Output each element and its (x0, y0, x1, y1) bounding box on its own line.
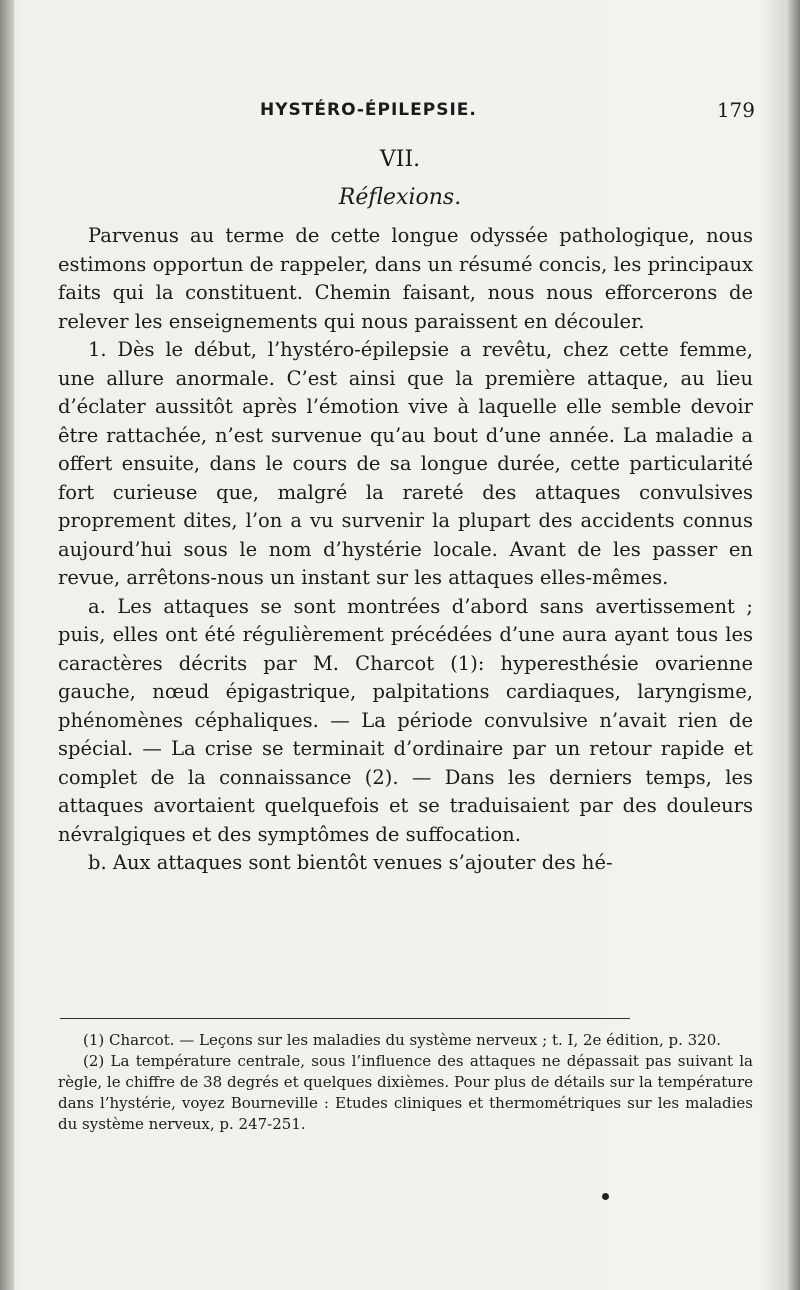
body-text (58, 222, 753, 878)
chapter-number: VII. (379, 147, 421, 172)
paragraph: Parvenus au terme de cette longue odyssée pathologique, nous estimons opportun de rappeler, dans un résumé concis, les principaux faits qui la constituent. Chemin faisant, nous nous efforcerons de relever les enseignements qui nous paraissent en découler. (58, 224, 753, 333)
footnote-rule (60, 1018, 630, 1019)
footnote: (2) La température centrale, sous l’influence des attaques ne dépassait pas suivant la règle, le chiffre de 38 degrés et quelques dixièmes. Pour plus de détails sur la température dans l’hystérie, voyez Bourneville : Etudes cliniques et thermométriques sur les maladies du système nerveux, p. 247-251. (58, 1052, 753, 1133)
ink-spot (602, 1193, 609, 1200)
running-head: HYSTÉRO-ÉPILEPSIE. (260, 100, 477, 120)
section-title: Réflexions. (338, 185, 462, 210)
paragraph: a. Les attaques se sont montrées d’abord sans avertissement ; puis, elles ont été régulièrement précédées d’une aura ayant tous les caractères décrits par M. Charcot (1): hyperesthésie ovarienne gauche, nœud épigastrique, palpitations cardiaques, laryngisme, phénomènes céphaliques. — La période convulsive n’avait rien de spécial. — La crise se terminait d’ordinaire par un retour rapide et complet de la connaissance (2). — Dans les derniers temps, les attaques avortaient quelquefois et se traduisaient par des douleurs névralgiques et des symptômes de suffocation. (58, 594, 753, 846)
paragraph: b. Aux attaques sont bientôt venues s’ajouter des hé- (88, 851, 613, 874)
paragraph: 1. Dès le début, l’hystéro-épilepsie a revêtu, chez cette femme, une allure anormale. C’est ainsi que la première attaque, au lieu d’éclater aussitôt après l’émotion vive à laquelle elle semble devoir être rattachée, n’est survenue qu’au bout d’une année. La maladie a offert ensuite, dans le cours de sa longue durée, cette particularité fort curieuse que, malgré la rareté des attaques convulsives proprement dites, l’on a vu survenir la plupart des accidents connus aujourd’hui sous le nom d’hystérie locale. Avant de les passer en revue, arrêtons-nous un instant sur les attaques elles-mêmes. (58, 338, 753, 589)
footnotes (58, 1030, 753, 1135)
page-number: 179 (716, 98, 755, 122)
page-header (60, 100, 760, 130)
footnote: (1) Charcot. — Leçons sur les maladies du système nerveux ; t. I, 2e édition, p. 320. (83, 1031, 722, 1049)
